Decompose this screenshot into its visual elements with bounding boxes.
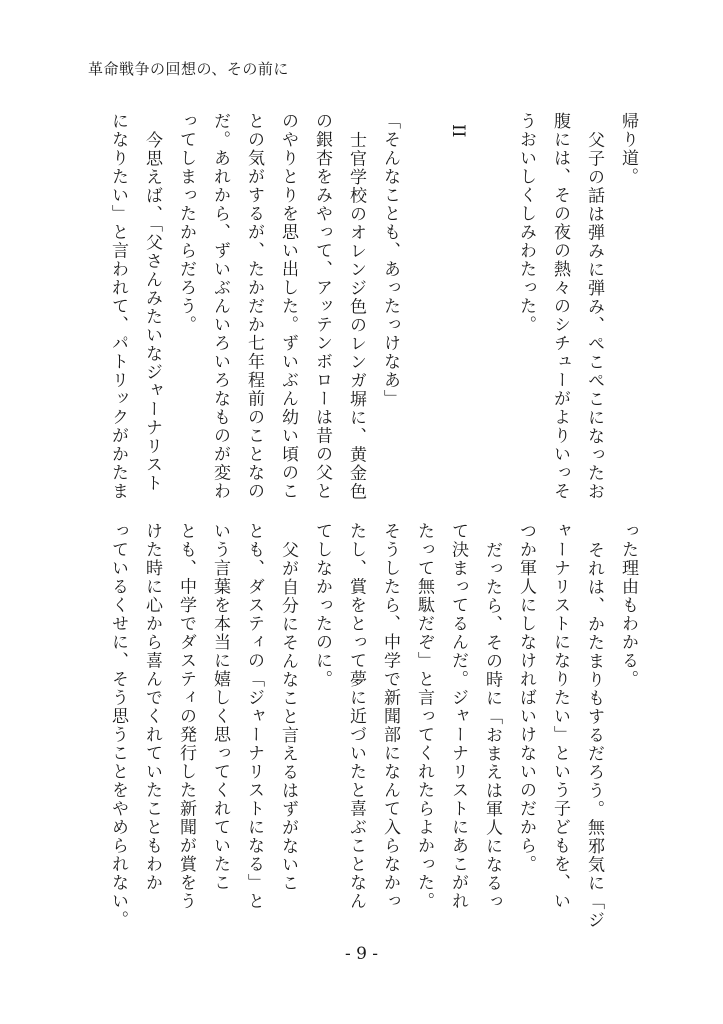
text-line: 「そんなことも、あったっけなあ」 [380,112,400,408]
text-line: そうしたら、中学で新聞部になんて入らなかっ [380,522,400,911]
lower-text-block [0,522,723,932]
text-line: たって無駄だぞ」と言ってくれたらよかった。 [414,522,434,911]
text-line: になりたい」と言われて、パトリックがかたま [108,112,128,501]
text-line: った理由もわかる。 [618,522,638,689]
section-heading: II [448,124,468,138]
upper-text-block [0,112,723,507]
running-header: 革命戦争の回想の、その前に [88,60,289,78]
text-line: ってしまったからだろう。 [176,112,196,334]
text-line: っているくせに、そう思うことをやめられない。 [108,522,128,929]
text-line: けた時に心から喜んでくれていたこともわか [142,522,162,892]
text-line: 士官学校のオレンジ色のレンガ塀に、黄金色 [346,130,366,501]
text-line: だったら、その時に「おまえは軍人になるっ [482,540,502,911]
text-line: のやりとりを思い出した。ずいぶん幼い頃のこ [278,112,298,501]
text-line: とも、ダスティの「ジャーナリストになる」と [244,522,264,911]
text-line: だ。あれから、ずいぶんいろいろなものが変わ [210,112,230,501]
text-line: たし、賞をとって夢に近づいたと喜ぶことなん [346,522,366,911]
text-line: 父が自分にそんなこと言えるはずがないこ [278,540,298,892]
text-line: とも、中学でダスティの発行した新聞が賞をう [176,522,196,911]
text-line: の銀杏をみやって、アッテンボローは昔の父と [312,112,332,501]
text-line: それは、かたまりもするだろう。無邪気に「ジ [584,540,604,929]
text-line: て決まってるんだ。ジャーナリストにあこがれ [448,522,468,911]
text-line: つか軍人にしなければいけないのだから。 [516,522,536,874]
text-line: てしなかったのに。 [312,522,332,689]
text-line: との気がするが、たかだか七年程前のことなの [244,112,264,501]
text-line: 帰り道。 [618,112,638,186]
text-line: うおいしくしみわたった。 [516,112,536,334]
text-line: ャーナリストになりたい」という子どもを、い [550,522,570,911]
text-line: 腹には、その夜の熱々のシチューがよりいっそ [550,112,570,501]
text-line: 父子の話は弾みに弾み、ぺこぺこになったお [584,130,604,501]
text-line: いう言葉を本当に嬉しく思ってくれていたこ [210,522,230,892]
text-line: 今思えば、「父さんみたいなジャーナリスト [142,130,162,492]
page-number: - 9 - [344,944,379,964]
